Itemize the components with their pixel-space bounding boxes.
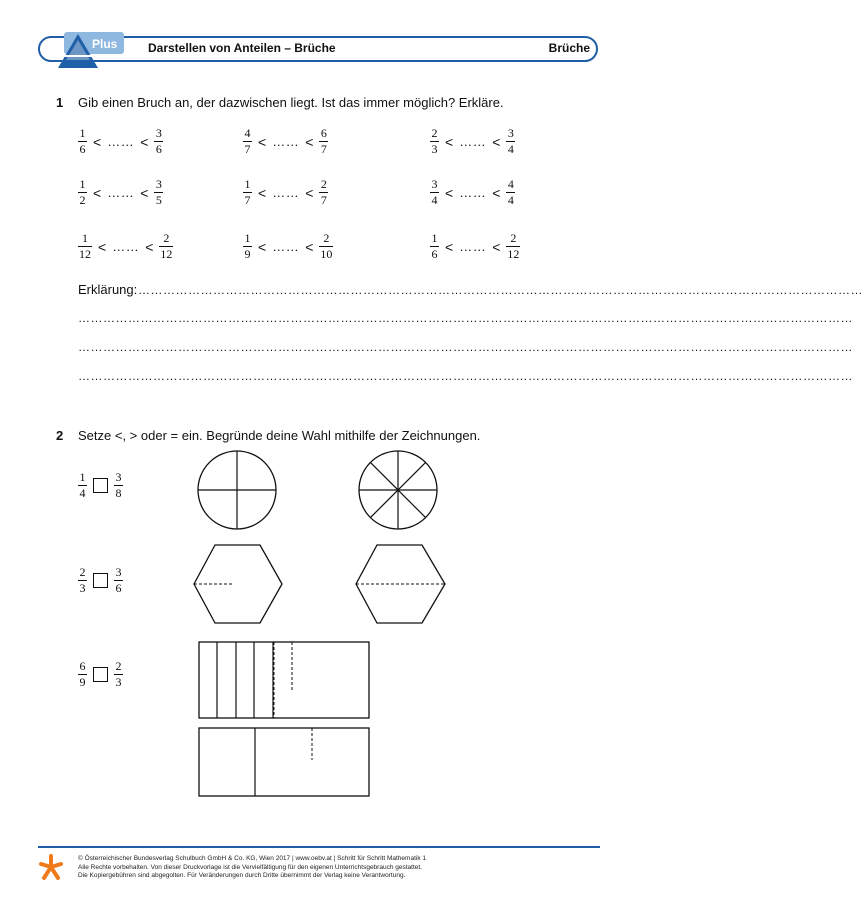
- fraction-right: [506, 127, 515, 156]
- fraction-right-denominator: 8: [115, 486, 122, 500]
- fraction-right: [506, 232, 520, 261]
- fraction-left-denominator: 12: [79, 247, 91, 261]
- fraction-right-denominator: 6: [115, 581, 122, 595]
- logo-text: Plus: [92, 37, 118, 51]
- topic-label: Brüche: [548, 41, 590, 55]
- fraction-left-numerator: 1: [431, 231, 438, 245]
- fraction-left: [430, 232, 439, 261]
- footer-line-2: Alle Rechte vorbehalten. Von dieser Druckvorlage ist die Vervielfältigung für den eigenen Unterrichtsgebrauch gestattet.: [78, 863, 422, 871]
- fraction-right-numerator: 2: [323, 231, 330, 245]
- fraction-right: [114, 471, 123, 500]
- answer-line-2[interactable]: ……………………………………………………………………………………………………………………………………………………………………: [78, 311, 853, 325]
- less-than-symbol: <: [445, 238, 454, 255]
- less-than-symbol: <: [492, 184, 501, 201]
- comparison-answer-box[interactable]: [93, 573, 108, 588]
- fraction-left-numerator: 1: [244, 231, 251, 245]
- less-than-symbol: <: [258, 184, 267, 201]
- comparison-3: [78, 660, 123, 689]
- fraction-right-denominator: 3: [115, 675, 122, 689]
- less-than-symbol: <: [445, 184, 454, 201]
- task1-number: 1: [56, 95, 64, 110]
- fraction-left-denominator: 4: [431, 193, 438, 207]
- fraction-right-denominator: 6: [155, 142, 162, 156]
- fraction-left: [430, 178, 439, 207]
- less-than-symbol: <: [258, 238, 267, 255]
- fraction-left-numerator: 1: [79, 177, 86, 191]
- fraction-right-numerator: 2: [163, 231, 170, 245]
- answer-blank[interactable]: ……: [459, 185, 487, 200]
- less-than-symbol: <: [258, 133, 267, 150]
- fraction-left-numerator: 1: [79, 470, 86, 484]
- comparison-1: [78, 471, 123, 500]
- task2-instruction: Setze <, > oder = ein. Begründe deine Wahl mithilfe der Zeichnungen.: [78, 428, 481, 443]
- fraction-right: [114, 660, 123, 689]
- task2-drawings: [190, 450, 490, 810]
- less-than-symbol: <: [145, 238, 154, 255]
- fraction-right: [319, 232, 333, 261]
- inequality-1-3: [430, 127, 515, 156]
- fraction-left-numerator: 2: [79, 565, 86, 579]
- fraction-right-numerator: 3: [155, 126, 162, 140]
- less-than-symbol: <: [305, 238, 314, 255]
- hexagon-right: [356, 545, 445, 623]
- less-than-symbol: <: [305, 133, 314, 150]
- fraction-left-numerator: 1: [82, 231, 88, 245]
- inequality-3-2: [243, 232, 333, 261]
- fraction-right: [159, 232, 173, 261]
- fraction-left: [78, 232, 92, 261]
- footer-line-1: © Österreichischer Bundesverlag Schulbuch GmbH & Co. KG, Wien 2017 | www.oebv.at | Schritt für Schritt Mathematik 1: [78, 855, 426, 862]
- fraction-right-numerator: 2: [115, 659, 122, 673]
- answer-line-1[interactable]: …………………………………………………………………………………………………………………………………………………………: [138, 283, 863, 297]
- fraction-right-numerator: 3: [507, 126, 514, 140]
- fraction-left-numerator: 6: [79, 659, 86, 673]
- circle-quarters: [198, 451, 276, 529]
- less-than-symbol: <: [140, 184, 149, 201]
- fraction-left-numerator: 4: [244, 126, 251, 140]
- less-than-symbol: <: [140, 133, 149, 150]
- footer-divider: [38, 846, 600, 848]
- fraction-right-denominator: 7: [320, 142, 327, 156]
- fraction-right-denominator: 5: [155, 193, 162, 207]
- fraction-left-numerator: 1: [79, 126, 86, 140]
- comparison-answer-box[interactable]: [93, 667, 108, 682]
- inequality-3-1: [78, 232, 173, 261]
- fraction-right: [154, 178, 163, 207]
- fraction-right-numerator: 4: [507, 177, 514, 191]
- plus-logo: [54, 30, 126, 70]
- task1-instruction: Gib einen Bruch an, der dazwischen liegt. Ist das immer möglich? Erkläre.: [78, 95, 504, 110]
- fraction-left: [78, 660, 87, 689]
- answer-blank[interactable]: ……: [107, 134, 135, 149]
- fraction-right-numerator: 3: [115, 470, 122, 484]
- fraction-left-denominator: 7: [244, 142, 251, 156]
- fraction-right-denominator: 7: [320, 193, 327, 207]
- fraction-left: [78, 566, 87, 595]
- less-than-symbol: <: [93, 184, 102, 201]
- answer-line-3[interactable]: ……………………………………………………………………………………………………………………………………………………………………: [78, 340, 853, 354]
- comparison-answer-box[interactable]: [93, 478, 108, 493]
- less-than-symbol: <: [492, 238, 501, 255]
- fraction-left-denominator: 2: [79, 193, 86, 207]
- less-than-symbol: <: [445, 133, 454, 150]
- fraction-left-numerator: 1: [244, 177, 251, 191]
- fraction-right-denominator: 4: [507, 193, 514, 207]
- explanation-label: Erklärung:: [78, 282, 138, 297]
- answer-blank[interactable]: ……: [272, 239, 300, 254]
- fraction-right-denominator: 10: [320, 247, 333, 261]
- fraction-right-denominator: 12: [160, 247, 173, 261]
- inequality-2-2: [243, 178, 328, 207]
- fraction-left-denominator: 6: [79, 142, 86, 156]
- comparison-2: [78, 566, 123, 595]
- task2-number: 2: [56, 428, 64, 443]
- fraction-left-denominator: 6: [431, 247, 438, 261]
- hexagon-left: [194, 545, 282, 623]
- fraction-left: [243, 232, 252, 261]
- fraction-right-denominator: 4: [507, 142, 514, 156]
- rectangle-thirds: [199, 728, 369, 796]
- fraction-left-numerator: 3: [431, 177, 438, 191]
- fraction-right: [114, 566, 123, 595]
- fraction-right: [319, 127, 328, 156]
- answer-blank[interactable]: ……: [107, 185, 135, 200]
- fraction-left-denominator: 3: [431, 142, 438, 156]
- fraction-left: [78, 127, 87, 156]
- footer-copyright: [78, 855, 426, 881]
- answer-blank[interactable]: ……: [459, 239, 487, 254]
- inequality-2-3: [430, 178, 515, 207]
- inequality-3-3: [430, 232, 520, 261]
- answer-blank[interactable]: ……: [272, 185, 300, 200]
- less-than-symbol: <: [492, 133, 501, 150]
- fraction-left-denominator: 3: [79, 581, 86, 595]
- page-title: Darstellen von Anteilen – Brüche: [148, 41, 336, 55]
- fraction-right-numerator: 2: [510, 231, 517, 245]
- fraction-right-denominator: 12: [507, 247, 520, 261]
- fraction-right: [154, 127, 163, 156]
- answer-blank[interactable]: ……: [112, 239, 140, 254]
- circle-eighths: [359, 451, 437, 529]
- fraction-left: [430, 127, 439, 156]
- fraction-left: [243, 178, 252, 207]
- answer-line-4[interactable]: ……………………………………………………………………………………………………………………………………………………………………: [78, 369, 853, 383]
- fraction-right-numerator: 3: [155, 177, 162, 191]
- fraction-left: [78, 178, 87, 207]
- fraction-right-numerator: 2: [320, 177, 327, 191]
- fraction-left: [243, 127, 252, 156]
- fraction-left-numerator: 2: [431, 126, 438, 140]
- fraction-right: [319, 178, 328, 207]
- less-than-symbol: <: [93, 133, 102, 150]
- less-than-symbol: <: [305, 184, 314, 201]
- fraction-right-numerator: 6: [320, 126, 327, 140]
- inequality-1-1: [78, 127, 163, 156]
- fraction-left-denominator: 9: [244, 247, 251, 261]
- fraction-left-denominator: 9: [79, 675, 86, 689]
- fraction-right: [506, 178, 515, 207]
- answer-blank[interactable]: ……: [272, 134, 300, 149]
- inequality-2-1: [78, 178, 163, 207]
- rectangle-ninths: [199, 642, 369, 718]
- fraction-left: [78, 471, 87, 500]
- less-than-symbol: <: [98, 238, 107, 255]
- fraction-left-denominator: 4: [79, 486, 86, 500]
- fraction-left-denominator: 7: [244, 193, 251, 207]
- footer-line-3: Die Kopiergebühren sind abgegolten. Für Veränderungen durch Dritte übernimmt der Verlag keine Verantwortung.: [78, 872, 406, 879]
- inequality-1-2: [243, 127, 328, 156]
- answer-blank[interactable]: ……: [459, 134, 487, 149]
- publisher-logo-icon: [38, 853, 64, 881]
- fraction-right-numerator: 3: [115, 565, 122, 579]
